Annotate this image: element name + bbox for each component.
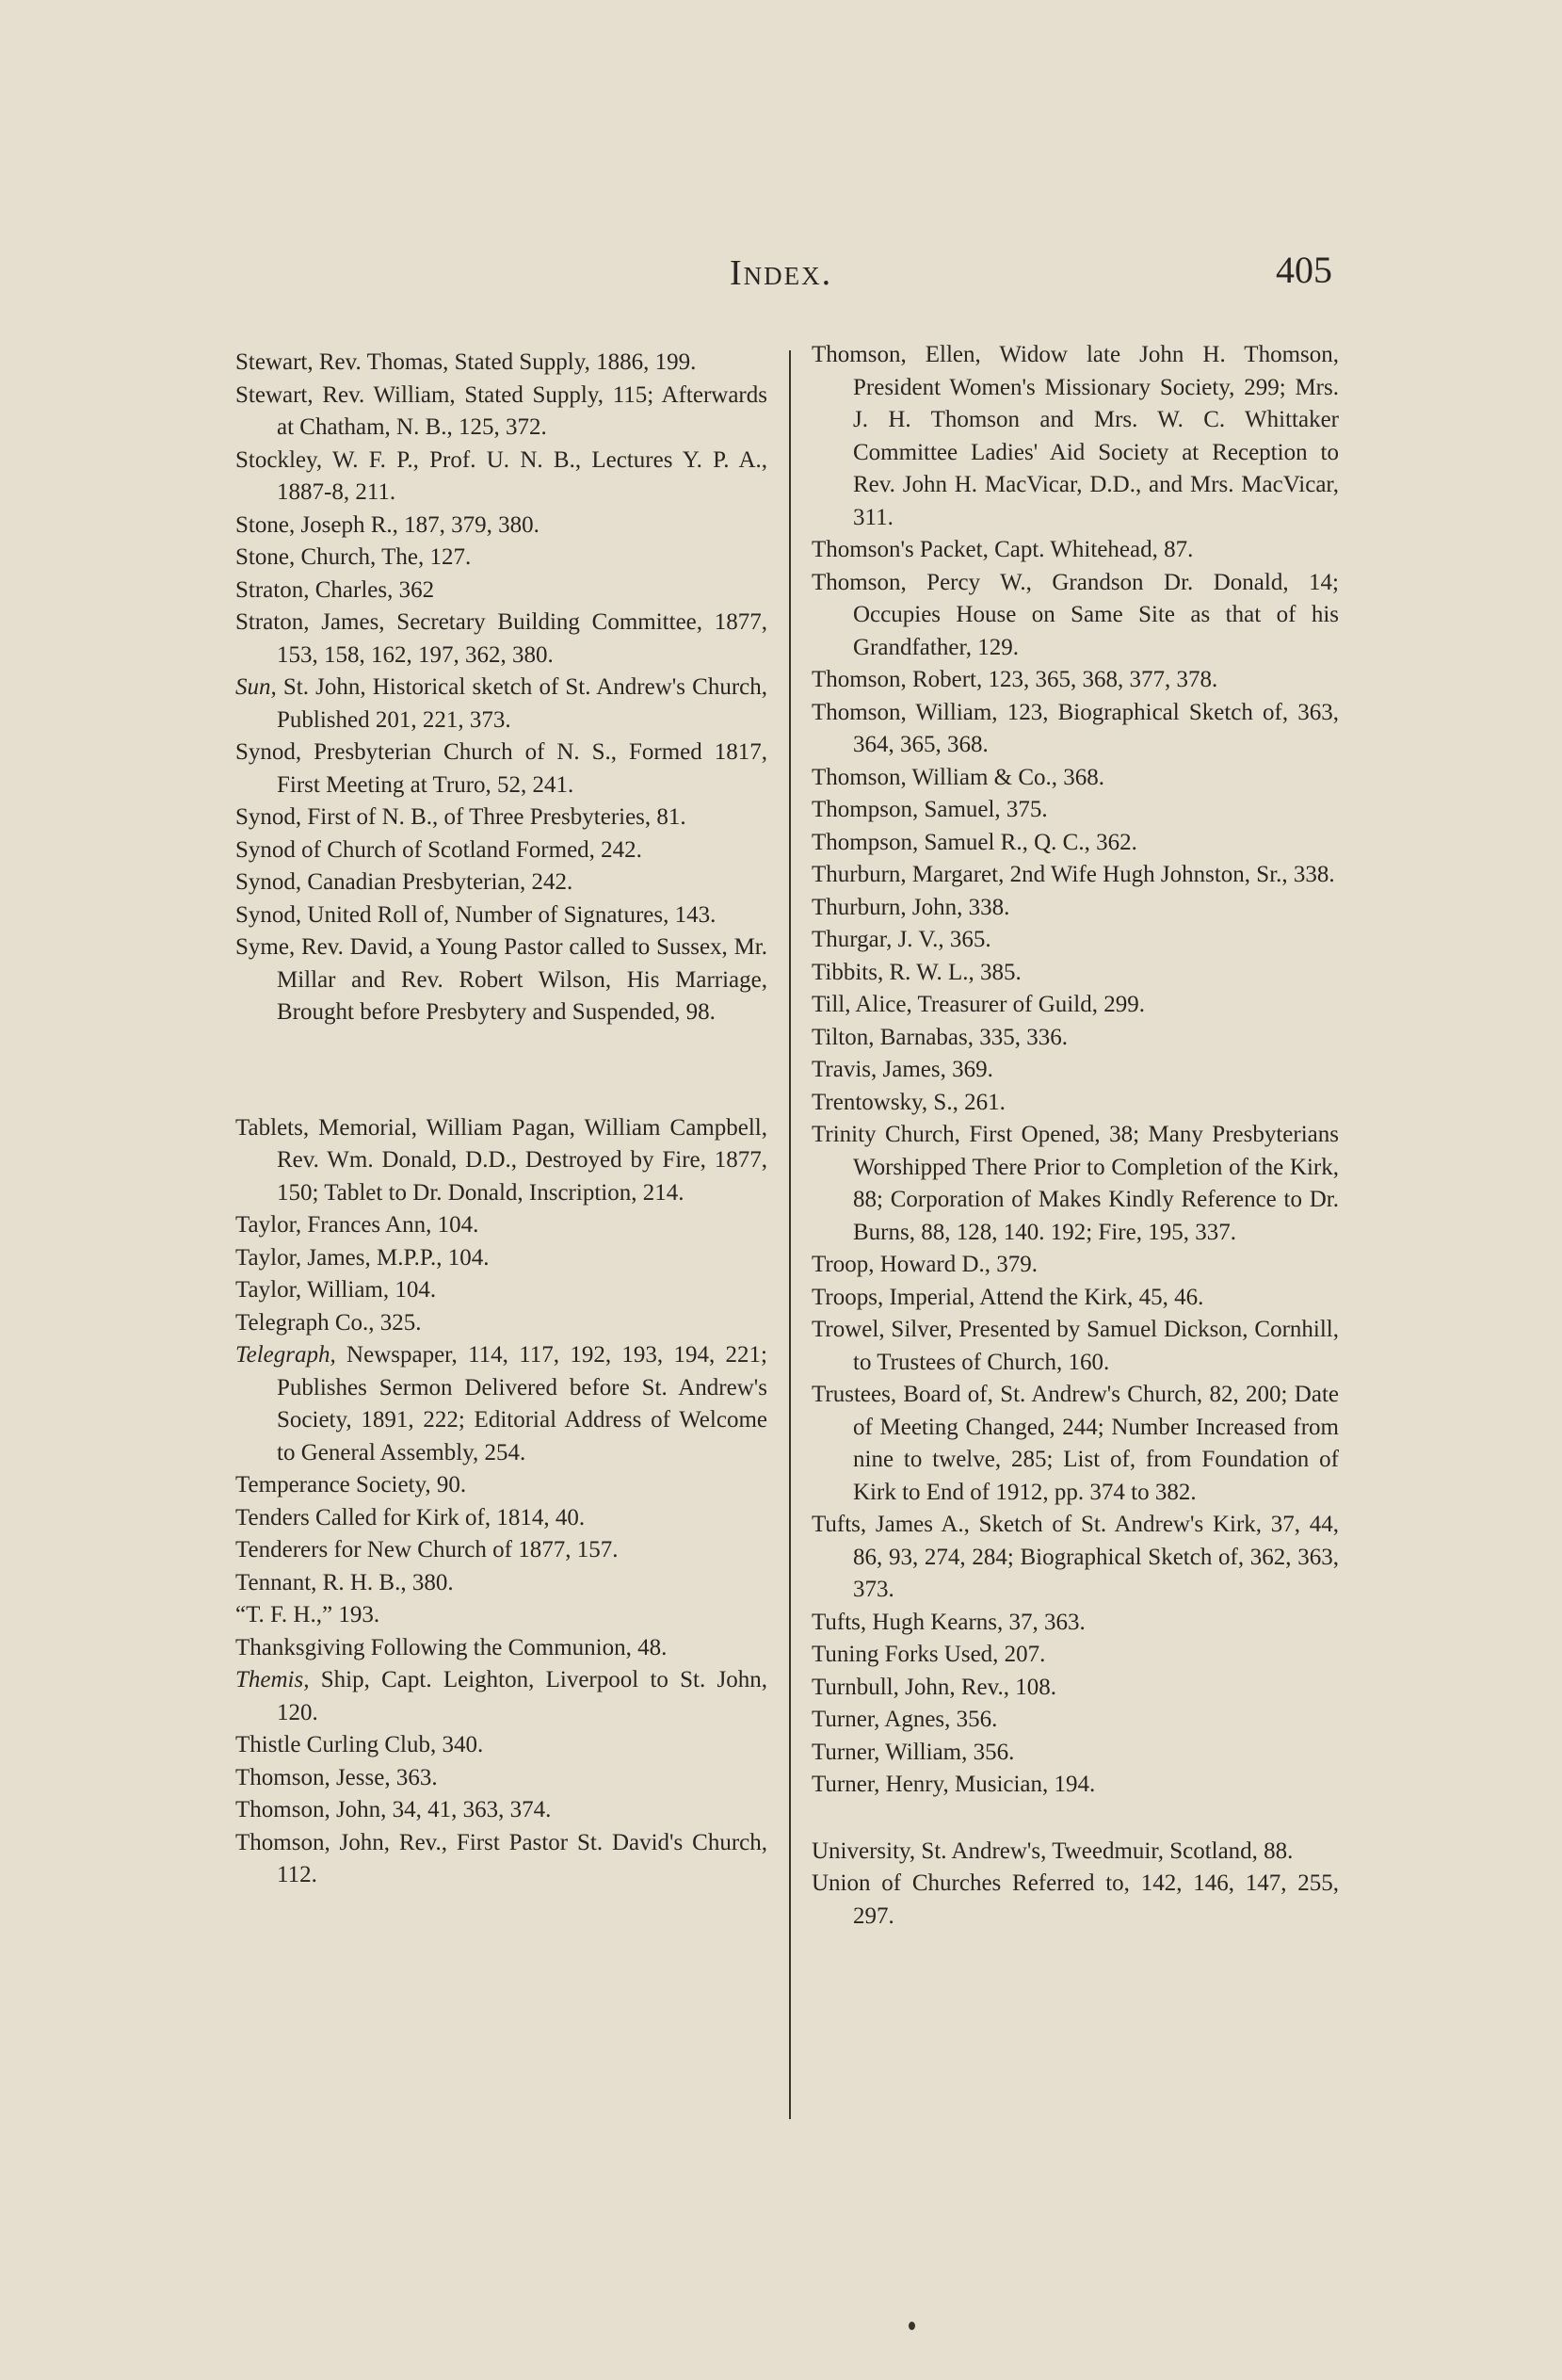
entry-text: Synod, Canadian Presbyterian, 242. bbox=[235, 869, 573, 895]
entry-text: Till, Alice, Treasurer of Guild, 299. bbox=[812, 992, 1145, 1017]
index-entry bbox=[812, 1282, 1339, 1315]
index-entry bbox=[235, 1827, 767, 1892]
entry-text: Stone, Church, The, 127. bbox=[235, 544, 472, 570]
entry-text: Thistle Curling Club, 340. bbox=[235, 1732, 484, 1757]
entry-text: Thomson's Packet, Capt. Whitehead, 87. bbox=[812, 537, 1194, 562]
index-entry bbox=[235, 607, 767, 672]
page-title: Index. bbox=[730, 253, 833, 293]
entry-text: Stewart, Rev. William, Stated Supply, 115; Afterwards at Chatham, N. B., 125, 372. bbox=[235, 381, 767, 440]
entry-text: Thomson, Ellen, Widow late John H. Thomson, President Women's Missionary Society, 299; Mrs. J. H. Thomson and Mrs. W. C. Whittaker Committee Ladies' Aid Society at Reception to Rev. John H. MacVicar, D.D., and Mrs. MacVicar, 311. bbox=[812, 342, 1339, 530]
entry-text: Temperance Society, 90. bbox=[235, 1472, 467, 1498]
index-entry bbox=[235, 575, 767, 607]
entry-text: Tufts, James A., Sketch of St. Andrew's Kirk, 37, 44, 86, 93, 274, 284; Biographical Sketch of, 362, 363, 373. bbox=[812, 1512, 1339, 1602]
index-entry bbox=[812, 892, 1339, 925]
entry-text: Thurgar, J. V., 365. bbox=[812, 927, 991, 952]
index-entry bbox=[235, 1339, 767, 1469]
index-entry bbox=[235, 380, 767, 445]
entry-text: Tennant, R. H. B., 380. bbox=[235, 1569, 454, 1595]
index-entry bbox=[235, 931, 767, 1029]
index-entry bbox=[812, 1022, 1339, 1055]
entry-text: Travis, James, 369. bbox=[812, 1057, 993, 1082]
index-entry bbox=[235, 445, 767, 510]
entry-text: Thomson, Robert, 123, 365, 368, 377, 378. bbox=[812, 667, 1218, 692]
index-entry bbox=[812, 859, 1339, 892]
entry-text: Thanksgiving Following the Communion, 48. bbox=[235, 1634, 668, 1660]
footer-mark bbox=[909, 2322, 915, 2330]
entry-text: Tuning Forks Used, 207. bbox=[812, 1642, 1046, 1667]
index-entry bbox=[812, 827, 1339, 860]
entry-italic-title: Themis, bbox=[235, 1667, 310, 1692]
index-entry bbox=[235, 1502, 767, 1535]
index-entry bbox=[812, 957, 1339, 990]
index-entry bbox=[235, 1242, 767, 1275]
entry-text: Thomson, Jesse, 363. bbox=[235, 1764, 438, 1790]
index-entry bbox=[235, 542, 767, 575]
index-entry bbox=[812, 1672, 1339, 1705]
index-entry bbox=[812, 924, 1339, 957]
entry-text: Telegraph Co., 325. bbox=[235, 1309, 422, 1336]
entry-text: St. John, Historical sketch of St. Andrew's Church, Published 201, 221, 373. bbox=[276, 674, 767, 733]
entry-text: Synod, First of N. B., of Three Presbyteries, 81. bbox=[235, 804, 686, 830]
column-divider bbox=[789, 350, 791, 2119]
entry-text: Trustees, Board of, St. Andrew's Church, 82, 200; Date of Meeting Changed, 244; Number Increased from nine to twelve, 285; List of, from Foundation of Kirk to End of 1912, pp. 374 to 382. bbox=[812, 1382, 1339, 1505]
entry-text: Synod, United Roll of, Number of Signatures, 143. bbox=[235, 901, 717, 928]
entry-text: Thurburn, Margaret, 2nd Wife Hugh Johnston, Sr., 338. bbox=[812, 862, 1335, 887]
entry-text: Turner, William, 356. bbox=[812, 1739, 1015, 1765]
index-entry bbox=[812, 339, 1339, 534]
entry-text: Thomson, John, 34, 41, 363, 374. bbox=[235, 1797, 552, 1822]
entry-text: Thomson, William & Co., 368. bbox=[812, 764, 1105, 790]
entry-text: “T. F. H.,” 193. bbox=[235, 1602, 380, 1627]
entry-text: Synod, Presbyterian Church of N. S., Formed 1817, First Meeting at Truro, 52, 241. bbox=[235, 739, 767, 798]
index-entry bbox=[812, 1737, 1339, 1770]
entry-text: University, St. Andrew's, Tweedmuir, Scotland, 88. bbox=[812, 1838, 1294, 1864]
section-gap bbox=[235, 1029, 767, 1112]
index-entry bbox=[812, 1769, 1339, 1802]
entry-text: Union of Churches Referred to, 142, 146, 147, 255, 297. bbox=[812, 1870, 1339, 1929]
entry-text: Taylor, James, M.P.P., 104. bbox=[235, 1244, 490, 1271]
index-entry bbox=[235, 1209, 767, 1242]
page-number: 405 bbox=[1276, 249, 1332, 291]
index-entry bbox=[235, 510, 767, 542]
entry-text: Taylor, William, 104. bbox=[235, 1277, 437, 1303]
index-entry bbox=[812, 1704, 1339, 1737]
entry-italic-title: Telegraph, bbox=[235, 1342, 336, 1368]
index-entry bbox=[812, 762, 1339, 795]
right-section-u bbox=[812, 1836, 1339, 1934]
index-entry bbox=[235, 899, 767, 932]
entry-text: Turnbull, John, Rev., 108. bbox=[812, 1674, 1056, 1700]
index-entry bbox=[812, 1836, 1339, 1869]
index-entry bbox=[812, 1249, 1339, 1282]
index-entry bbox=[235, 1794, 767, 1827]
index-entry bbox=[235, 1599, 767, 1632]
entry-text: Thompson, Samuel R., Q. C., 362. bbox=[812, 829, 1137, 855]
entry-text: Thomson, Percy W., Grandson Dr. Donald, 14; Occupies House on Same Site as that of his Grandfather, 129. bbox=[812, 569, 1339, 660]
left-section-s bbox=[235, 347, 767, 1029]
index-entry bbox=[812, 1314, 1339, 1379]
index-entry bbox=[812, 697, 1339, 762]
entry-text: Troop, Howard D., 379. bbox=[812, 1252, 1039, 1277]
index-entry bbox=[812, 1639, 1339, 1672]
left-section-t bbox=[235, 1112, 767, 1892]
entry-text: Straton, Charles, 362 bbox=[235, 576, 435, 603]
entry-text: Tenders Called for Kirk of, 1814, 40. bbox=[235, 1504, 586, 1530]
index-entry bbox=[235, 1567, 767, 1600]
entry-text: Newspaper, 114, 117, 192, 193, 194, 221; Publishes Sermon Delivered before St. Andrew's Society, 1891, 222; Editorial Address of Welcome to General Assembly, 254. bbox=[277, 1342, 767, 1465]
entry-text: Turner, Agnes, 356. bbox=[812, 1707, 998, 1732]
index-entry bbox=[812, 1509, 1339, 1607]
entry-text: Stewart, Rev. Thomas, Stated Supply, 1886, 199. bbox=[235, 349, 697, 375]
entry-text: Taylor, Frances Ann, 104. bbox=[235, 1212, 479, 1238]
entry-text: Thomson, John, Rev., First Pastor St. David's Church, 112. bbox=[235, 1829, 767, 1887]
index-entry bbox=[235, 1632, 767, 1665]
entry-text: Syme, Rev. David, a Young Pastor called to Sussex, Mr. Millar and Rev. Robert Wilson, His Marriage, Brought before Presbytery and Suspended, 98. bbox=[235, 934, 767, 1025]
entry-text: Tilton, Barnabas, 335, 336. bbox=[812, 1024, 1068, 1050]
index-entry bbox=[812, 567, 1339, 665]
index-entry bbox=[235, 1112, 767, 1210]
entry-text: Tenderers for New Church of 1877, 157. bbox=[235, 1537, 619, 1562]
index-entry bbox=[235, 737, 767, 801]
entry-text: Thomson, William, 123, Biographical Sketch of, 363, 364, 365, 368. bbox=[812, 699, 1339, 757]
index-entry bbox=[812, 989, 1339, 1022]
index-entry bbox=[235, 672, 767, 737]
entry-text: Straton, James, Secretary Building Committee, 1877, 153, 158, 162, 197, 362, 380. bbox=[235, 609, 767, 668]
index-entry bbox=[235, 1762, 767, 1795]
entry-text: Tibbits, R. W. L., 385. bbox=[812, 959, 1022, 985]
entry-text: Stone, Joseph R., 187, 379, 380. bbox=[235, 511, 539, 538]
entry-text: Ship, Capt. Leighton, Liverpool to St. John, 120. bbox=[277, 1667, 767, 1725]
index-entry bbox=[235, 866, 767, 899]
entry-text: Troops, Imperial, Attend the Kirk, 45, 46. bbox=[812, 1284, 1204, 1310]
entry-text: Turner, Henry, Musician, 194. bbox=[812, 1772, 1096, 1797]
entry-text: Trentowsky, S., 261. bbox=[812, 1089, 1006, 1115]
index-entry bbox=[812, 1054, 1339, 1087]
index-entry bbox=[235, 1307, 767, 1340]
entry-text: Tufts, Hugh Kearns, 37, 363. bbox=[812, 1609, 1086, 1635]
right-section-t bbox=[812, 339, 1339, 1802]
entry-text: Thurburn, John, 338. bbox=[812, 894, 1010, 920]
index-entry bbox=[235, 1534, 767, 1567]
index-entry bbox=[235, 1274, 767, 1307]
index-entry bbox=[812, 794, 1339, 827]
section-gap bbox=[812, 1802, 1339, 1836]
entry-italic-title: Sun, bbox=[235, 674, 277, 700]
right-column bbox=[812, 339, 1339, 1933]
index-entry bbox=[812, 1119, 1339, 1249]
entry-text: Thompson, Samuel, 375. bbox=[812, 797, 1048, 822]
index-entry bbox=[812, 1087, 1339, 1120]
index-entry bbox=[812, 664, 1339, 697]
index-entry bbox=[235, 1664, 767, 1729]
entry-text: Trinity Church, First Opened, 38; Many Presbyterians Worshipped There Prior to Completion of the Kirk, 88; Corporation of Makes Kindly Reference to Dr. Burns, 88, 128, 140. 192; Fire, 195, 337. bbox=[812, 1122, 1339, 1245]
entry-text: Stockley, W. F. P., Prof. U. N. B., Lectures Y. P. A., 1887-8, 211. bbox=[235, 446, 767, 505]
entry-text: Trowel, Silver, Presented by Samuel Dickson, Cornhill, to Trustees of Church, 160. bbox=[812, 1317, 1339, 1375]
index-entry bbox=[235, 1469, 767, 1502]
index-entry bbox=[235, 1729, 767, 1762]
index-entry bbox=[812, 1379, 1339, 1509]
left-column bbox=[235, 347, 767, 1892]
entry-text: Synod of Church of Scotland Formed, 242. bbox=[235, 836, 642, 863]
index-entry bbox=[235, 834, 767, 867]
index-entry bbox=[812, 1607, 1339, 1640]
index-entry bbox=[235, 801, 767, 834]
index-entry bbox=[812, 534, 1339, 567]
entry-text: Tablets, Memorial, William Pagan, William Campbell, Rev. Wm. Donald, D.D., Destroyed by Fire, 1877, 150; Tablet to Dr. Donald, Inscription, 214. bbox=[235, 1114, 767, 1206]
index-entry bbox=[812, 1868, 1339, 1933]
index-entry bbox=[235, 347, 767, 380]
